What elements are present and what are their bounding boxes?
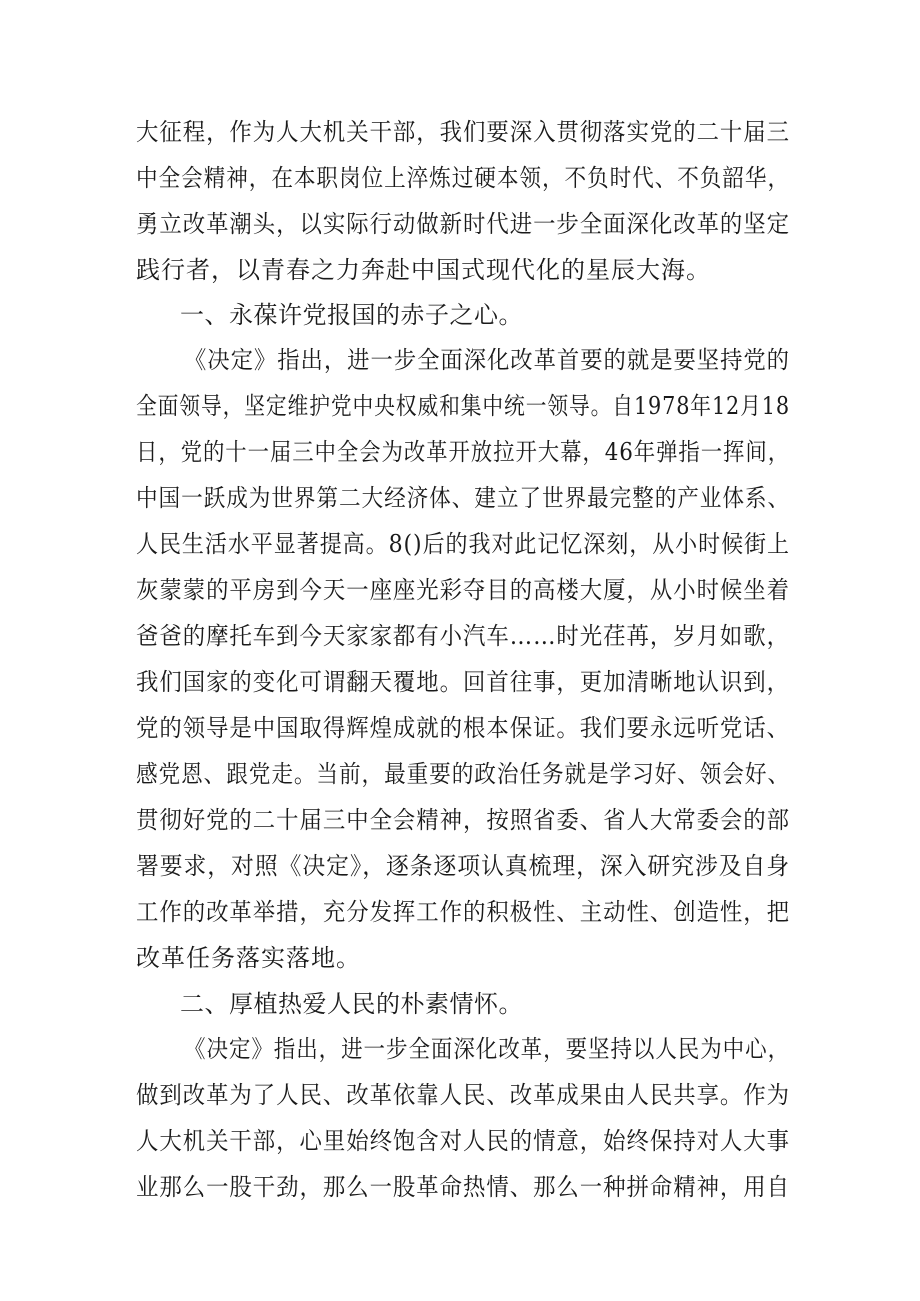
paragraph-line: 工作的改革举措，充分发挥工作的积极性、主动性、创造性，把 xyxy=(136,898,791,926)
section-heading-1: 一、永葆许党报国的赤子之心。 xyxy=(180,301,523,329)
paragraph-line: 改革任务落实落地。 xyxy=(136,944,361,972)
paragraph-line: 感党恩、跟党走。当前，最重要的政治任务就是学习好、领会好、 xyxy=(136,760,791,788)
paragraph-line: 日，党的十一届三中全会为改革开放拉开大幕，46年弹指一挥间， xyxy=(136,438,791,466)
paragraph-line: 勇立改革潮头，以实际行动做新时代进一步全面深化改革的坚定 xyxy=(136,210,791,238)
paragraph-line: 人民生活水平显著提高。8()后的我对此记忆深刻，从小时候街上 xyxy=(136,530,790,558)
paragraph-line: 践行者，以青春之力奔赴中国式现代化的星辰大海。 xyxy=(136,256,711,284)
paragraph-line: 全面领导，坚定维护党中央权威和集中统一领导。自1978年12月18 xyxy=(136,392,790,420)
paragraph-line: 中国一跃成为世界第二大经济体、建立了世界最完整的产业体系、 xyxy=(136,484,791,512)
paragraph-line: 灰蒙蒙的平房到今天一座座光彩夺目的高楼大厦，从小时候坐着 xyxy=(136,576,791,604)
paragraph-line: 署要求，对照《决定》，逐条逐项认真梳理，深入研究涉及自身 xyxy=(136,852,791,880)
paragraph-line: 贯彻好党的二十届三中全会精神，按照省委、省人大常委会的部 xyxy=(136,806,791,834)
paragraph-line: 爸爸的摩托车到今天家家都有小汽车……时光荏苒，岁月如歌， xyxy=(136,622,791,650)
paragraph-line: 大征程，作为人大机关干部，我们要深入贯彻落实党的二十届三 xyxy=(136,118,791,146)
paragraph-line: 做到改革为了人民、改革依靠人民、改革成果由人民共享。作为 xyxy=(136,1081,791,1109)
paragraph-line: 党的领导是中国取得辉煌成就的根本保证。我们要永远听党话、 xyxy=(136,714,791,742)
paragraph-line: 我们国家的变化可谓翻天覆地。回首往事，更加清晰地认识到， xyxy=(136,668,791,696)
paragraph-line: 业那么一股干劲，那么一股革命热情、那么一种拼命精神，用自 xyxy=(136,1173,791,1201)
section-heading-2: 二、厚植热爱人民的朴素情怀。 xyxy=(180,990,523,1018)
paragraph-line: 《决定》指出，进一步全面深化改革首要的就是要坚持党的 xyxy=(184,346,790,374)
paragraph-line: 中全会精神，在本职岗位上淬炼过硬本领，不负时代、不负韶华， xyxy=(136,164,791,192)
paragraph-line: 人大机关干部，心里始终饱含对人民的情意，始终保持对人大事 xyxy=(136,1127,791,1155)
document-body xyxy=(136,0,791,1301)
paragraph-line: 《决定》指出，进一步全面深化改革，要坚持以人民为中心， xyxy=(184,1035,791,1063)
